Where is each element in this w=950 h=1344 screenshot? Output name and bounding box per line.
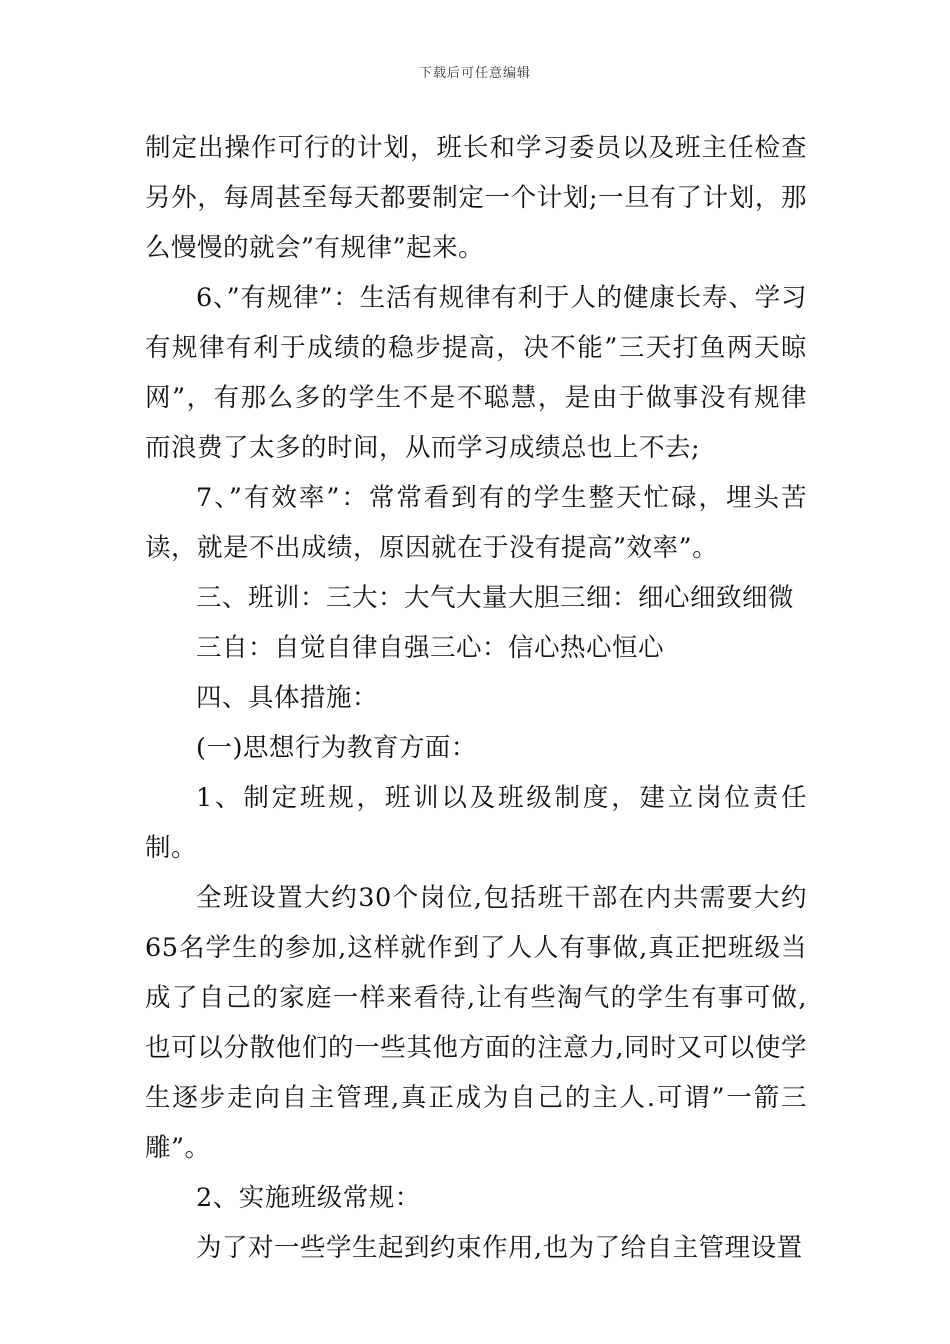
paragraph: 7、”有效率”：常常看到有的学生整天忙碌，埋头苦读，就是不出成绩，原因就在于没有提高”效率”。	[145, 483, 807, 563]
subsection-heading: (一)思想行为教育方面：	[196, 733, 477, 763]
paragraph: 制定出操作可行的计划，班长和学习委员以及班主任检查另外，每周甚至每天都要制定一个计划;一旦有了计划，那么慢慢的就会”有规律”起来。	[145, 133, 807, 263]
document-body	[145, 123, 807, 1273]
section-heading: 三、班训：三大：大气大量大胆三细：细心细致细微	[196, 583, 795, 613]
page-header: 下载后可任意编辑	[418, 66, 531, 81]
paragraph: 2、实施班级常规：	[196, 1183, 421, 1213]
paragraph: 为了对一些学生起到约束作用,也为了给自主管理设置	[196, 1233, 803, 1263]
paragraph: 6、”有规律”：生活有规律有利于人的健康长寿、学习有规律有利于成绩的稳步提高，决不能”三天打鱼两天晾网”，有那么多的学生不是不聪慧，是由于做事没有规律而浪费了太多的时间，从而学习成绩总也上不去;	[145, 283, 807, 463]
paragraph: 三自：自觉自律自强三心：信心热心恒心	[196, 633, 665, 663]
paragraph: 1、制定班规，班训以及班级制度，建立岗位责任制。	[145, 783, 807, 863]
paragraph: 全班设置大约30个岗位,包括班干部在内共需要大约65名学生的参加,这样就作到了人人有事做,真正把班级当成了自己的家庭一样来看待,让有些淘气的学生有事可做,也可以分散他们的一些其他方面的注意力,同时又可以使学生逐步走向自主管理,真正成为自己的主人.可谓”一箭三雕”。	[145, 883, 807, 1163]
section-heading: 四、具体措施：	[196, 683, 379, 713]
